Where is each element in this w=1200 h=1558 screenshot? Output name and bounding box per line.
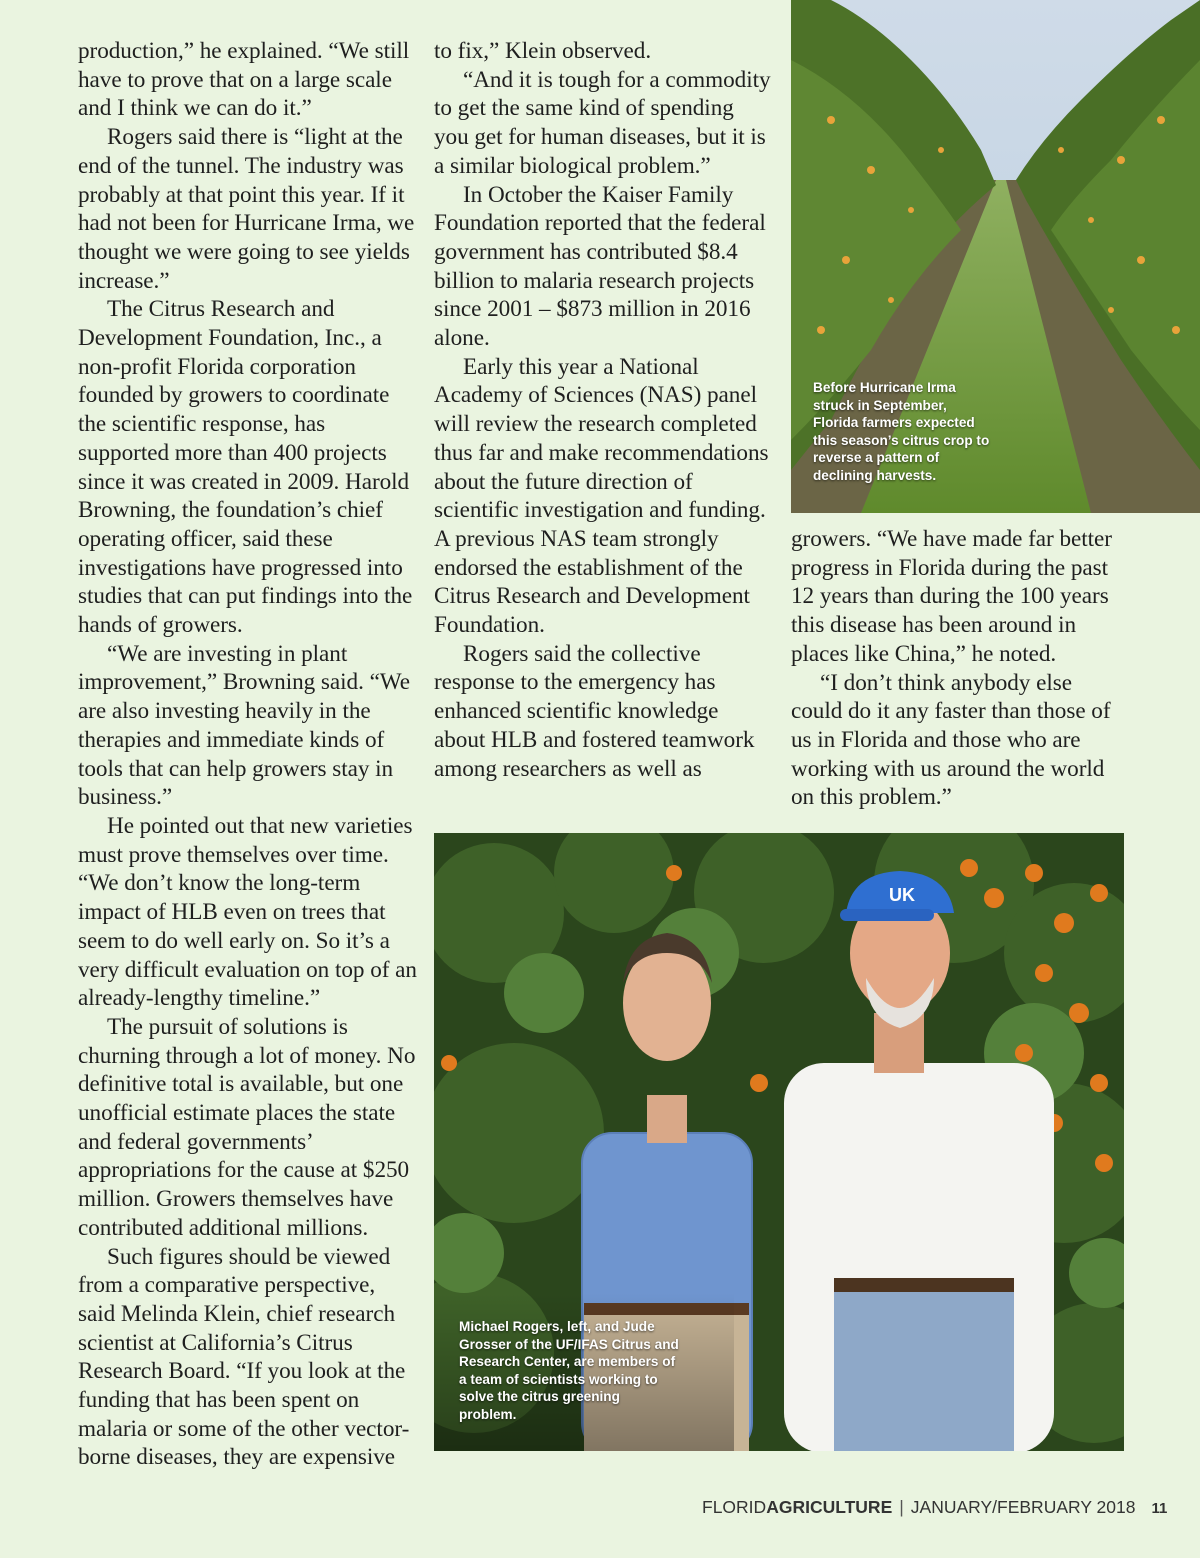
- paragraph: He pointed out that new varieties must prove themselves over time. “We don’t know the long-term impact of HLB even on trees that seem to do well early on. So it’s a very difficult evaluation on top of an already-lengthy timeline.”: [78, 812, 417, 1012]
- footer-separator: |: [899, 1497, 904, 1517]
- issue-date: JANUARY/FEBRUARY 2018: [910, 1497, 1136, 1517]
- paragraph: production,” he explained. “We still have to prove that on a large scale and I think we can do it.”: [78, 38, 410, 122]
- article-column-3: [791, 525, 1121, 812]
- paragraph: “I don’t think anybody else could do it any faster than those of us in Florida and those who are working with us around the world on this problem.”: [791, 669, 1111, 811]
- paragraph: Such figures should be viewed from a comparative perspective, said Melinda Klein, chief research scientist at California’s Citrus Research Board. “If you look at the funding that has been spent on malaria or some of the other vector-borne diseases, they are expensive: [78, 1243, 410, 1471]
- photo-caption: Michael Rogers, left, and Jude Grosser of the UF/IFAS Citrus and Research Center, are members of a team of scientists working to solve the citrus greening problem.: [459, 1319, 679, 1422]
- paragraph: Early this year a National Academy of Sciences (NAS) panel will review the research completed thus far and make recommendations about the future direction of scientific investigation and funding. A previous NAS team strongly endorsed the establishment of the Citrus Research and Development Foundation.: [434, 353, 769, 639]
- cap-logo-text: UK: [889, 885, 915, 905]
- page-footer: [702, 1494, 1168, 1520]
- paragraph: “And it is tough for a commodity to get the same kind of spending you get for human diseases, but it is a similar biological problem.”: [434, 66, 771, 179]
- paragraph: to fix,” Klein observed.: [434, 38, 652, 64]
- article-column-2: [434, 37, 774, 783]
- paragraph: The pursuit of solutions is churning through a lot of money. No definitive total is available, but one unofficial estimate places the state and federal governments’ appropriations for the cause at $250 million. Growers themselves have contributed additional millions.: [78, 1013, 416, 1241]
- paragraph: In October the Kaiser Family Foundation reported that the federal government has contributed $8.4 billion to malaria research projects since 2001 – $873 million in 2016 alone.: [434, 181, 766, 352]
- paragraph: “We are investing in plant improvement,” Browning said. “We are also investing heavily in the therapies and immediate kinds of tools that can help growers stay in business.”: [78, 640, 411, 811]
- paragraph: Rogers said the collective response to the emergency has enhanced scientific knowledge about HLB and fostered teamwork among researchers as well as: [434, 640, 755, 782]
- researchers-photo: [434, 833, 1124, 1451]
- citrus-grove-photo: [791, 0, 1200, 513]
- magazine-name-light: FLORID: [702, 1497, 767, 1517]
- page-number: 11: [1151, 1500, 1168, 1517]
- paragraph: The Citrus Research and Development Foundation, Inc., a non-profit Florida corporation founded by growers to coordinate the scientific response, has supported more than 400 projects since it was created in 2009. Harold Browning, the foundation’s chief operating officer, said these investigations have progressed into studies that can put findings into the hands of growers.: [78, 296, 413, 639]
- article-column-1: [78, 37, 418, 1472]
- paragraph: growers. “We have made far better progress in Florida during the past 12 years than during the 100 years this disease has been around in places like China,” he noted.: [791, 526, 1112, 667]
- paragraph: Rogers said there is “light at the end of the tunnel. The industry was probably at that point this year. If it had not been for Hurricane Irma, we thought we were going to see yields increase.”: [78, 124, 415, 294]
- magazine-name-bold: AGRICULTURE: [766, 1497, 893, 1517]
- photo-caption: Before Hurricane Irma struck in September, Florida farmers expected this season’s citrus crop to reverse a pattern of declining harvests.: [813, 380, 990, 483]
